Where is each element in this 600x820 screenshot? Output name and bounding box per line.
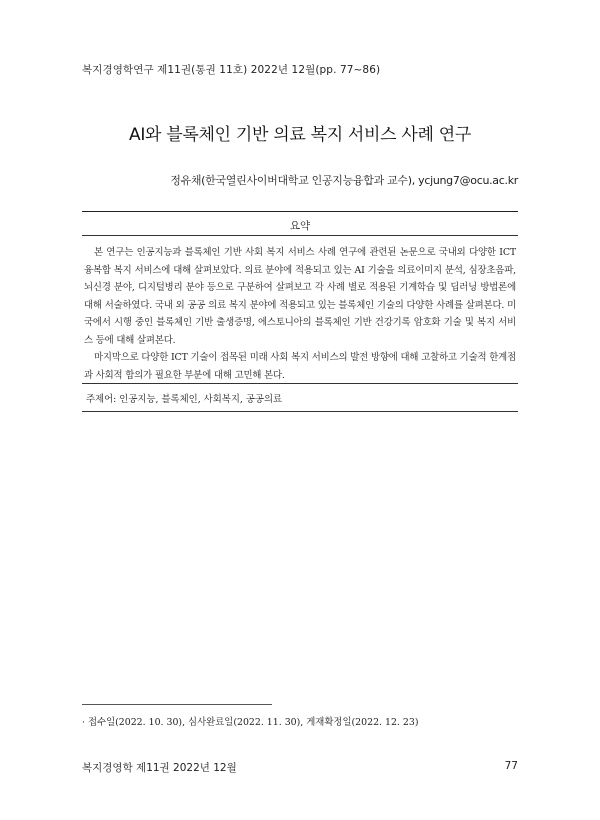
page-number: 77 bbox=[504, 760, 518, 772]
abstract-paragraph: 마지막으로 다양한 ICT 기술이 접목된 미래 사회 복지 서비스의 발전 방향에 대해 고찰하고 기술적 한계점과 사회적 합의가 필요한 부분에 대해 고민해 본다. bbox=[84, 352, 516, 381]
running-header: 복지경영학연구 제11권(통권 11호) 2022년 12월(pp. 77~86) bbox=[82, 64, 381, 76]
abstract-body bbox=[84, 244, 516, 384]
footnote-dates: · 접수일(2022. 10. 30), 심사완료일(2022. 11. 30), 게재확정일(2022. 12. 23) bbox=[82, 717, 419, 728]
keywords-top-rule bbox=[82, 383, 518, 384]
keywords-bottom-rule bbox=[82, 411, 518, 412]
abstract-heading-rule bbox=[82, 235, 518, 236]
author-line: 정유채(한국열린사이버대학교 인공지능융합과 교수), ycjung7@ocu.ac.kr bbox=[170, 174, 518, 187]
running-footer: 복지경영학 제11권 2022년 12월 bbox=[82, 762, 237, 774]
footnote-rule bbox=[82, 704, 272, 705]
abstract-top-rule bbox=[82, 211, 518, 212]
abstract-heading: 요약 bbox=[289, 220, 311, 232]
keywords: 주제어: 인공지능, 블록체인, 사회복지, 공공의료 bbox=[86, 394, 283, 405]
paper-title: AI와 블록체인 기반 의료 복지 서비스 사례 연구 bbox=[129, 125, 471, 145]
abstract-paragraph: 본 연구는 인공지능과 블록체인 기반 사회 복지 서비스 사례 연구에 관련된 논문으로 국내외 다양한 ICT 융복합 복지 서비스에 대해 살펴보았다. 의료 분야에 적용되고 있는 AI 기술을 의료이미지 분석, 심장초음파, 뇌신경 분야, 디지털병리 분야 등으로 구분하여 살펴보고 각 사례 별로 적용된 기계학습 및 딥러닝 방법론에 대해 서술하였다. 국내 외 공공 의료 복지 분야에 적용되고 있는 블록체인 기술의 다양한 사례를 살펴본다. 미국에서 시행 중인 블록체인 기반 출생증명, 에스토니아의 블록체인 기반 건강기록 암호화 기술 및 복지 서비스 등에 대해 살펴본다. bbox=[84, 247, 516, 346]
